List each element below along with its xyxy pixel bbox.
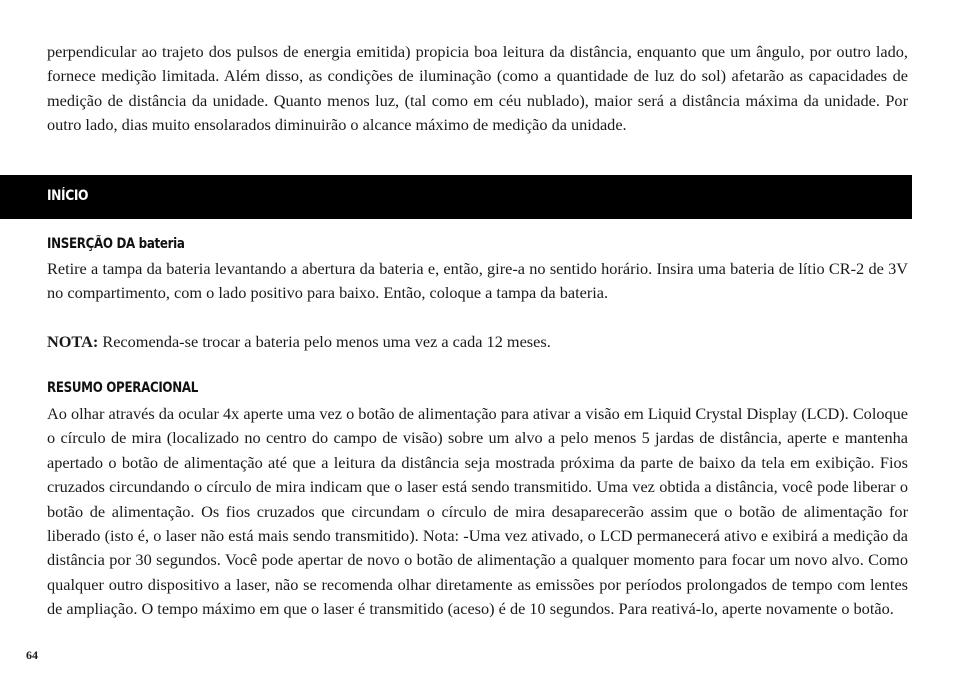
summary-paragraph: Ao olhar através da ocular 4x aperte uma vez o botão de alimentação para ativar a visão em Liquid Crystal Display (LCD). Coloque o círculo de mira (localizado no centro do campo de visão) sobre um alvo a pelo menos 5 jardas de distância, aperte e mantenha apertado o botão de alimentação até que a leitura da distância seja mostrada próxima da parte de baixo da tela em exibição. Fios cruzados circundando o círculo de mira indicam que o laser está sendo transmitido. Uma vez obtida a distância, você pode liberar o botão de alimentação. Os fios cruzados que circundam o círculo de mira desaparecerão assim que o botão de alimentação for liberado (isto é, o laser não está mais sendo transmitido). Nota: -Uma vez ativado, o LCD permanecerá ativo e exibirá a medição da distância por 30 segundos. Você pode apertar de novo o botão de alimentação a qualquer momento para focar um novo alvo. Como qualquer outro dispositivo a laser, não se recomenda olhar diretamente as emissões por períodos prolongados de tempo com lentes de ampliação. O tempo máximo em que o laser é transmitido (aceso) é de 10 segundos. Para reativá-lo, aperte novamente o botão.	[47, 404, 908, 619]
battery-heading: INSERÇÃO DA bateria	[47, 236, 185, 252]
section-banner	[0, 175, 912, 219]
note-text: Recomenda-se trocar a bateria pelo menos uma vez a cada 12 meses.	[98, 332, 551, 351]
page-number: 64	[26, 648, 38, 662]
battery-paragraph: Retire a tampa da bateria levantando a abertura da bateria e, então, gire-a no sentido horário. Insira uma bateria de lítio CR-2 de 3V no compartimento, com o lado positivo para baixo. Então, coloque a tampa da bateria.	[47, 259, 908, 303]
note-label: NOTA:	[47, 332, 99, 351]
summary-heading: RESUMO OPERACIONAL	[47, 380, 198, 396]
section-title: INÍCIO	[47, 188, 89, 204]
note-paragraph	[47, 330, 908, 354]
intro-paragraph: perpendicular ao trajeto dos pulsos de energia emitida) propicia boa leitura da distância, enquanto que um ângulo, por outro lado, fornece medição limitada. Além disso, as condições de iluminação (como a quantidade de luz do sol) afetarão as capacidades de medição de distância da unidade. Quanto menos luz, (tal como em céu nublado), maior será a distância máxima da unidade. Por outro lado, dias muito ensolarados diminuirão o alcance máximo de medição da unidade.	[47, 42, 908, 135]
